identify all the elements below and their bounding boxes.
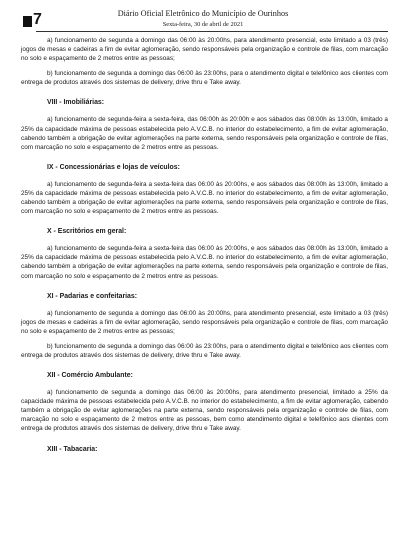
paragraph: b) funcionamento de segunda a domingo das 06:00 às 23:00hs, para o atendimento digital e telefônico aos clientes com entrega de produtos através dos sistemas de delivery, drive thru e Take away. [21,342,388,359]
section-heading: XIII - Tabacaria: [47,445,98,453]
header-divider [36,31,388,32]
document-body [16,36,390,453]
paragraph: a) funcionamento de segunda-feira a sexta-feira das 06:00 às 20:00hs, e aos sábados das 08:00h às 13:00h, limitado a 25% da capacidade máxima de pessoas estabelecida pelo A.V.C.B. no interior do estabelecimento, a fim de evitar aglomeração, cabendo também a obrigação de evitar aglomerações na parte externa, sendo responsáveis pela organização e controle de filas, com marcação no solo e espaçamento de 2 metros entre as pessoas. [21,180,388,216]
page-number: 7 [33,11,42,28]
paragraph: b) funcionamento de segunda a domingo das 06:00 às 23:00hs, para o atendimento digital e telefônico aos clientes com entrega de produtos através dos sistemas de delivery, drive thru e Take away. [21,70,388,87]
section-heading: X - Escritórios em geral: [47,228,127,236]
section-heading: XI - Padarias e confeitarias: [47,292,137,300]
paragraph: a) funcionamento de segunda a domingo das 06:00 às 20:00hs, para atendimento presencial, este limitado a 03 (três) jogos de mesas e cadeiras a fim de evitar aglomeração, sendo responsáveis pela organização e controle de filas, com marcação no solo e espaçamento de 2 metros entre as pessoas; [21,309,388,335]
section-heading: XII - Comércio Ambulante: [47,372,133,380]
section-heading: VIII - Imobiliárias: [47,99,105,107]
paragraph: a) funcionamento de segunda-feira a sexta-feira das 06:00 às 20:00hs, e aos sábados das 08:00h às 13:00h, limitado a 25% da capacidade máxima de pessoas estabelecida pelo A.V.C.B. no interior do estabelecimento, a fim de evitar aglomeração, cabendo também a obrigação de evitar aglomerações na parte externa, sendo responsáveis pela organização e controle de filas, com marcação no solo e espaçamento de 2 metros entre as pessoas. [21,245,388,280]
page-header [16,0,390,36]
paragraph: a) funcionamento de segunda a domingo das 06:00 às 20:00hs, para atendimento presencial, este limitado a 03 (três) jogos de mesas e cadeiras a fim de evitar aglomeração, sendo responsáveis pela organização e controle de filas, com marcação no solo e espaçamento de 2 metros entre as pessoas; [21,37,388,63]
section-heading: IX - Concessionárias e lojas de veículos: [47,163,180,171]
paragraph: a) funcionamento de segunda a domingo das 06:00 às 20:00hs, para atendimento presencial, limitado a 25% da capacidade máxima de pessoas estabelecida pelo A.V.C.B. no interior do estabelecimento, a fim de evitar aglomeração, cabendo também a obrigação de evitar aglomerações na parte externa, sendo responsáveis pela organização e controle de filas, com marcação no solo e espaçamento de 2 metros entre as pessoas, bem como atendimento digital e telefônico aos clientes com entrega de produtos através dos sistemas de delivery, drive thru e Take away. [21,389,388,433]
publication-date: Sexta-feira, 30 de abril de 2021 [162,21,244,28]
gazette-title: Diário Oficial Eletrônico do Município de Ourinhos [117,9,289,18]
paragraph: a) funcionamento de segunda-feira a sexta-feira, das 06:00h às 20:00h e aos sábados das 08:00h às 13:00h, limitado a 25% da capacidade máxima de pessoas estabelecida pelo A.V.C.B. no interior do estabelecimento, a fim de evitar aglomeração, cabendo também a obrigação de evitar aglomerações na parte externa, sendo responsáveis pela organização e controle de filas, com marcação no solo e espaçamento de 2 metros entre as pessoas. [21,116,388,151]
